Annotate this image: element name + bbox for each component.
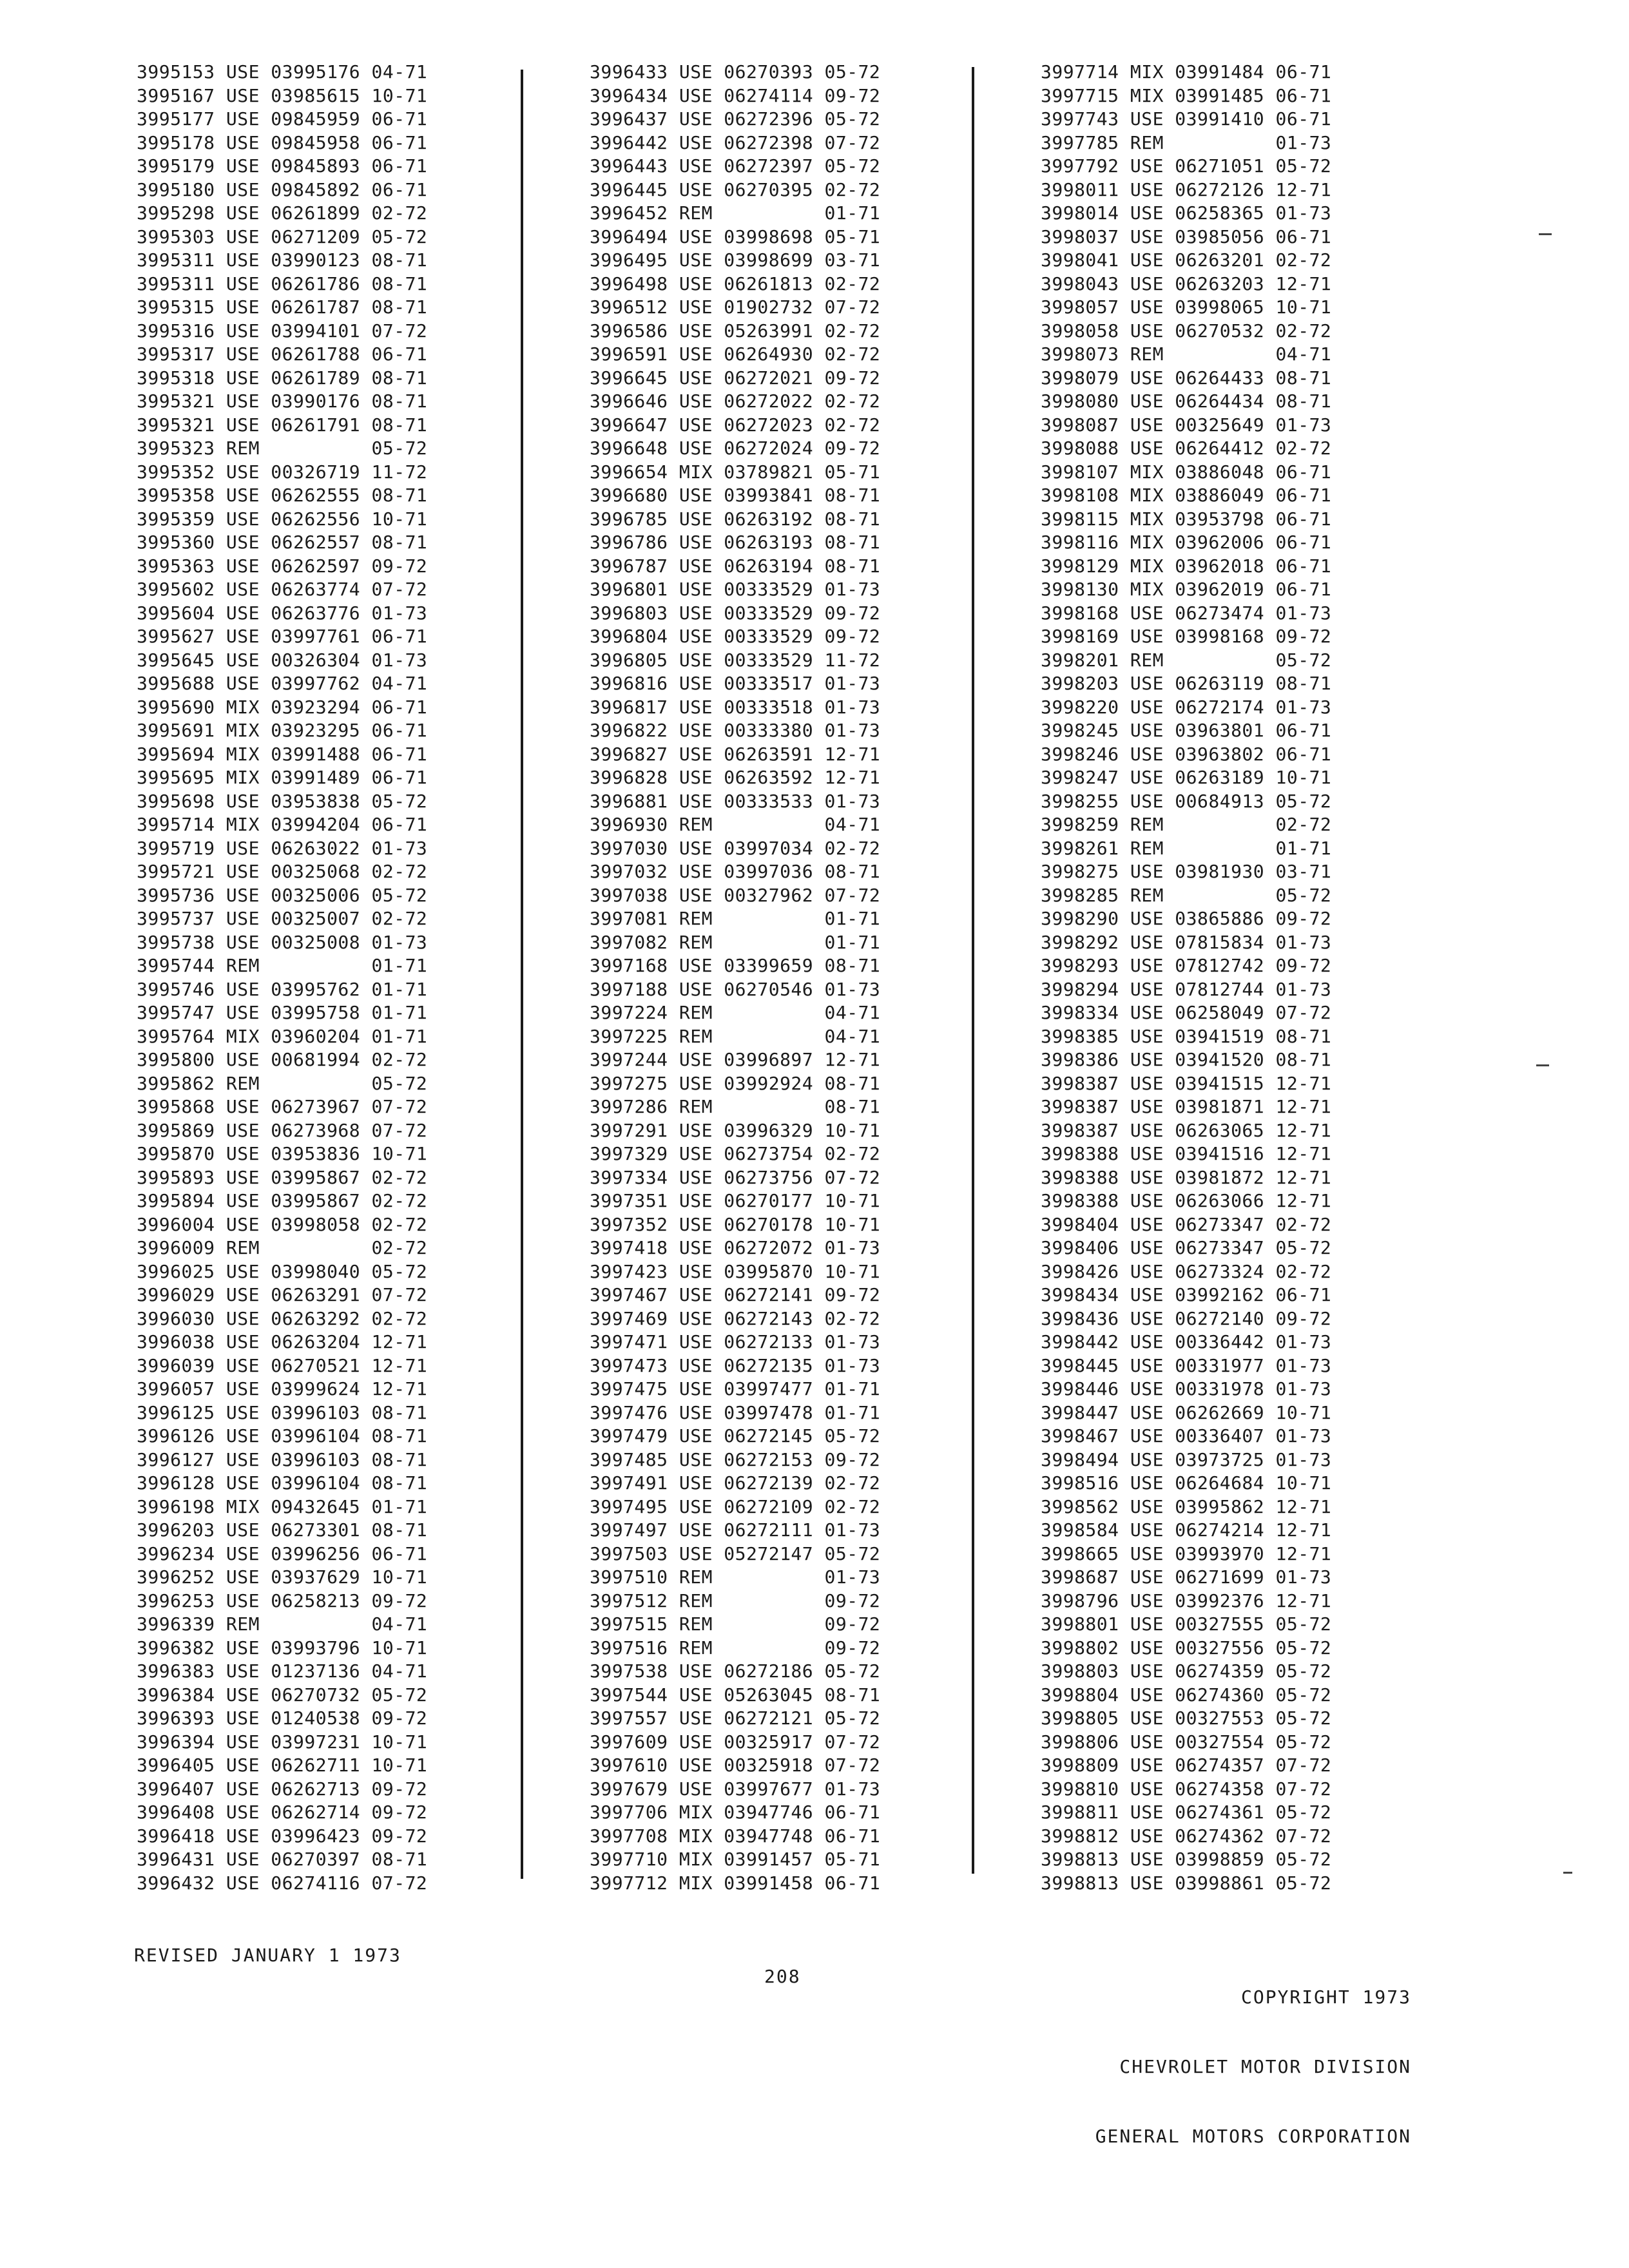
- parts-entry: 3996437 USE 06272396 05-72: [590, 108, 881, 130]
- parts-entry: 3996817 USE 00333518 01-73: [590, 696, 881, 718]
- parts-entry: 3996030 USE 06263292 02-72: [137, 1307, 428, 1329]
- parts-entry: 3995360 USE 06262557 08-71: [137, 532, 428, 553]
- parts-entry: 3995358 USE 06262555 08-71: [137, 485, 428, 506]
- parts-entry: 3998116 MIX 03962006 06-71: [1041, 532, 1332, 553]
- parts-entry: 3995323 REM 05-72: [137, 437, 428, 459]
- parts-entry: 3998436 USE 06272140 09-72: [1041, 1307, 1332, 1329]
- parts-entry: 3995602 USE 06263774 07-72: [137, 579, 428, 600]
- parts-entry: 3995764 MIX 03960204 01-71: [137, 1025, 428, 1047]
- parts-entry: 3997418 USE 06272072 01-73: [590, 1237, 881, 1258]
- parts-entry: 3997557 USE 06272121 05-72: [590, 1707, 881, 1729]
- parts-entry: 3998108 MIX 03886049 06-71: [1041, 485, 1332, 506]
- parts-entry: 3995714 MIX 03994204 06-71: [137, 814, 428, 835]
- parts-entry: 3998334 USE 06258049 07-72: [1041, 1002, 1332, 1023]
- parts-entry: 3995694 MIX 03991488 06-71: [137, 743, 428, 765]
- parts-entry: 3995688 USE 03997762 04-71: [137, 673, 428, 694]
- parts-entry: 3997710 MIX 03991457 05-71: [590, 1849, 881, 1870]
- parts-entry: 3998088 USE 06264412 02-72: [1041, 437, 1332, 459]
- parts-entry: 3997082 REM 01-71: [590, 931, 881, 953]
- parts-entry: 3995318 USE 06261789 08-71: [137, 367, 428, 389]
- parts-entry: 3998804 USE 06274360 05-72: [1041, 1684, 1332, 1706]
- parts-entry: 3996512 USE 01902732 07-72: [590, 296, 881, 318]
- parts-entry: 3996647 USE 06272023 02-72: [590, 414, 881, 436]
- parts-column-3: [1041, 61, 1331, 1895]
- column-divider-1: [521, 70, 523, 1879]
- parts-entry: 3997352 USE 06270178 10-71: [590, 1213, 881, 1235]
- parts-entry: 3996828 USE 06263592 12-71: [590, 767, 881, 788]
- parts-entry: 3996646 USE 06272022 02-72: [590, 390, 881, 412]
- parts-entry: 3995737 USE 00325007 02-72: [137, 908, 428, 929]
- parts-entry: 3995746 USE 03995762 01-71: [137, 978, 428, 1000]
- parts-entry: 3998810 USE 06274358 07-72: [1041, 1778, 1332, 1800]
- parts-entry: 3995698 USE 03953838 05-72: [137, 790, 428, 812]
- parts-entry: 3996804 USE 00333529 09-72: [590, 626, 881, 647]
- parts-entry: 3995738 USE 00325008 01-73: [137, 931, 428, 953]
- parts-entry: 3998220 USE 06272174 01-73: [1041, 696, 1332, 718]
- parts-entry: 3997030 USE 03997034 02-72: [590, 837, 881, 859]
- parts-entry: 3996586 USE 05263991 02-72: [590, 320, 881, 341]
- parts-entry: 3996432 USE 06274116 07-72: [137, 1872, 428, 1894]
- parts-entry: 3996930 REM 04-71: [590, 814, 881, 835]
- parts-entry: 3997467 USE 06272141 09-72: [590, 1284, 881, 1305]
- parts-entry: 3995177 USE 09845959 06-71: [137, 108, 428, 130]
- parts-entry: 3998290 USE 03865886 09-72: [1041, 908, 1332, 929]
- parts-entry: 3995862 REM 05-72: [137, 1072, 428, 1094]
- parts-entry: 3995744 REM 01-71: [137, 955, 428, 976]
- parts-entry: 3995604 USE 06263776 01-73: [137, 602, 428, 624]
- parts-entry: 3996418 USE 03996423 09-72: [137, 1825, 428, 1847]
- parts-entry: 3997491 USE 06272139 02-72: [590, 1472, 881, 1494]
- parts-entry: 3998011 USE 06272126 12-71: [1041, 178, 1332, 200]
- parts-entry: 3998107 MIX 03886048 06-71: [1041, 461, 1332, 483]
- parts-entry: 3996383 USE 01237136 04-71: [137, 1660, 428, 1682]
- parts-entry: 3998014 USE 06258365 01-73: [1041, 202, 1332, 224]
- parts-entry: 3997512 REM 09-72: [590, 1590, 881, 1611]
- margin-mark: [1563, 1872, 1572, 1874]
- parts-entry: 3997503 USE 05272147 05-72: [590, 1542, 881, 1564]
- parts-entry: 3996645 USE 06272021 09-72: [590, 367, 881, 389]
- parts-entry: 3996339 REM 04-71: [137, 1613, 428, 1635]
- parts-entry: 3998442 USE 00336442 01-73: [1041, 1331, 1332, 1352]
- parts-entry: 3997714 MIX 03991484 06-71: [1041, 61, 1332, 82]
- parts-entry: 3996252 USE 03937629 10-71: [137, 1566, 428, 1588]
- parts-entry: 3995311 USE 03990123 08-71: [137, 249, 428, 271]
- parts-entry: 3998261 REM 01-71: [1041, 837, 1332, 859]
- parts-entry: 3996433 USE 06270393 05-72: [590, 61, 881, 82]
- parts-entry: 3998168 USE 06273474 01-73: [1041, 602, 1332, 624]
- parts-entry: 3998562 USE 03995862 12-71: [1041, 1495, 1332, 1517]
- parts-entry: 3998043 USE 06263203 12-71: [1041, 273, 1332, 294]
- parts-entry: 3995321 USE 03990176 08-71: [137, 390, 428, 412]
- parts-entry: 3998813 USE 03998861 05-72: [1041, 1872, 1332, 1894]
- parts-entry: 3997275 USE 03992924 08-71: [590, 1072, 881, 1094]
- parts-entry: 3997510 REM 01-73: [590, 1566, 881, 1588]
- parts-entry: 3997351 USE 06270177 10-71: [590, 1190, 881, 1211]
- parts-entry: 3997712 MIX 03991458 06-71: [590, 1872, 881, 1894]
- parts-entry: 3995352 USE 00326719 11-72: [137, 461, 428, 483]
- parts-entry: 3996803 USE 00333529 09-72: [590, 602, 881, 624]
- parts-entry: 3996234 USE 03996256 06-71: [137, 1542, 428, 1564]
- parts-entry: 3998809 USE 06274357 07-72: [1041, 1754, 1332, 1776]
- parts-entry: 3998803 USE 06274359 05-72: [1041, 1660, 1332, 1682]
- parts-entry: 3998447 USE 06262669 10-71: [1041, 1401, 1332, 1423]
- parts-entry: 3998805 USE 00327553 05-72: [1041, 1707, 1332, 1729]
- parts-entry: 3997038 USE 00327962 07-72: [590, 884, 881, 906]
- parts-entry: 3998259 REM 02-72: [1041, 814, 1332, 835]
- parts-entry: 3997497 USE 06272111 01-73: [590, 1519, 881, 1541]
- parts-entry: 3998584 USE 06274214 12-71: [1041, 1519, 1332, 1541]
- parts-entry: 3996443 USE 06272397 05-72: [590, 155, 881, 177]
- parts-entry: 3998275 USE 03981930 03-71: [1041, 861, 1332, 882]
- parts-entry: 3997708 MIX 03947748 06-71: [590, 1825, 881, 1847]
- parts-entry: 3995695 MIX 03991489 06-71: [137, 767, 428, 788]
- parts-entry: 3997469 USE 06272143 02-72: [590, 1307, 881, 1329]
- parts-entry: 3998494 USE 03973725 01-73: [1041, 1448, 1332, 1470]
- parts-entry: 3998813 USE 03998859 05-72: [1041, 1849, 1332, 1870]
- parts-entry: 3996434 USE 06274114 09-72: [590, 84, 881, 106]
- parts-entry: 3996785 USE 06263192 08-71: [590, 508, 881, 530]
- parts-entry: 3996126 USE 03996104 08-71: [137, 1425, 428, 1446]
- parts-entry: 3996827 USE 06263591 12-71: [590, 743, 881, 765]
- parts-entry: 3996495 USE 03998699 03-71: [590, 249, 881, 271]
- parts-entry: 3997706 MIX 03947746 06-71: [590, 1802, 881, 1823]
- parts-entry: 3998516 USE 06264684 10-71: [1041, 1472, 1332, 1494]
- parts-entry: 3998073 REM 04-71: [1041, 343, 1332, 365]
- parts-entry: 3997743 USE 03991410 06-71: [1041, 108, 1332, 130]
- parts-entry: 3998080 USE 06264434 08-71: [1041, 390, 1332, 412]
- parts-entry: 3998426 USE 06273324 02-72: [1041, 1260, 1332, 1282]
- parts-entry: 3996039 USE 06270521 12-71: [137, 1354, 428, 1376]
- parts-entry: 3998041 USE 06263201 02-72: [1041, 249, 1332, 271]
- parts-entry: 3997516 REM 09-72: [590, 1637, 881, 1658]
- copyright-line: GENERAL MOTORS CORPORATION: [1095, 2126, 1411, 2147]
- parts-entry: 3998087 USE 00325649 01-73: [1041, 414, 1332, 436]
- parts-entry: 3996445 USE 06270395 02-72: [590, 178, 881, 200]
- parts-entry: 3997291 USE 03996329 10-71: [590, 1119, 881, 1141]
- parts-entry: 3996025 USE 03998040 05-72: [137, 1260, 428, 1282]
- parts-entry: 3997544 USE 05263045 08-71: [590, 1684, 881, 1706]
- page-number: 208: [764, 1966, 801, 1987]
- copyright-line: CHEVROLET MOTOR DIVISION: [1119, 2056, 1411, 2077]
- parts-entry: 3995363 USE 06262597 09-72: [137, 555, 428, 577]
- parts-entry: 3995747 USE 03995758 01-71: [137, 1002, 428, 1023]
- parts-entry: 3996128 USE 03996104 08-71: [137, 1472, 428, 1494]
- parts-entry: 3995179 USE 09845893 06-71: [137, 155, 428, 177]
- parts-entry: 3998801 USE 00327555 05-72: [1041, 1613, 1332, 1635]
- parts-entry: 3996408 USE 06262714 09-72: [137, 1802, 428, 1823]
- parts-entry: 3997224 REM 04-71: [590, 1002, 881, 1023]
- parts-entry: 3998245 USE 03963801 06-71: [1041, 720, 1332, 741]
- parts-entry: 3995870 USE 03953836 10-71: [137, 1143, 428, 1164]
- parts-column-1: [137, 61, 427, 1895]
- parts-entry: 3998129 MIX 03962018 06-71: [1041, 555, 1332, 577]
- parts-entry: 3997715 MIX 03991485 06-71: [1041, 84, 1332, 106]
- parts-entry: 3997471 USE 06272133 01-73: [590, 1331, 881, 1352]
- parts-entry: 3997032 USE 03997036 08-71: [590, 861, 881, 882]
- parts-entry: 3996125 USE 03996103 08-71: [137, 1401, 428, 1423]
- parts-entry: 3995180 USE 09845892 06-71: [137, 178, 428, 200]
- parts-entry: 3996801 USE 00333529 01-73: [590, 579, 881, 600]
- parts-entry: 3995736 USE 00325006 05-72: [137, 884, 428, 906]
- parts-entry: 3995315 USE 06261787 08-71: [137, 296, 428, 318]
- parts-entry: 3996498 USE 06261813 02-72: [590, 273, 881, 294]
- parts-entry: 3995316 USE 03994101 07-72: [137, 320, 428, 341]
- parts-entry: 3998115 MIX 03953798 06-71: [1041, 508, 1332, 530]
- parts-entry: 3996881 USE 00333533 01-73: [590, 790, 881, 812]
- parts-entry: 3996382 USE 03993796 10-71: [137, 1637, 428, 1658]
- parts-entry: 3997423 USE 03995870 10-71: [590, 1260, 881, 1282]
- parts-entry: 3997081 REM 01-71: [590, 908, 881, 929]
- parts-entry: 3996805 USE 00333529 11-72: [590, 649, 881, 671]
- parts-entry: 3998387 USE 06263065 12-71: [1041, 1119, 1332, 1141]
- parts-entry: 3996787 USE 06263194 08-71: [590, 555, 881, 577]
- parts-entry: 3996591 USE 06264930 02-72: [590, 343, 881, 365]
- parts-entry: 3997168 USE 03399659 08-71: [590, 955, 881, 976]
- parts-entry: 3996384 USE 06270732 05-72: [137, 1684, 428, 1706]
- parts-entry: 3997329 USE 06273754 02-72: [590, 1143, 881, 1164]
- parts-entry: 3997225 REM 04-71: [590, 1025, 881, 1047]
- parts-entry: 3995303 USE 06271209 05-72: [137, 226, 428, 247]
- parts-entry: 3998247 USE 06263189 10-71: [1041, 767, 1332, 788]
- parts-entry: 3998386 USE 03941520 08-71: [1041, 1049, 1332, 1070]
- parts-entry: 3996393 USE 01240538 09-72: [137, 1707, 428, 1729]
- parts-entry: 3996198 MIX 09432645 01-71: [137, 1495, 428, 1517]
- parts-entry: 3998806 USE 00327554 05-72: [1041, 1731, 1332, 1753]
- parts-entry: 3995869 USE 06273968 07-72: [137, 1119, 428, 1141]
- parts-entry: 3995317 USE 06261788 06-71: [137, 343, 428, 365]
- parts-entry: 3998796 USE 03992376 12-71: [1041, 1590, 1332, 1611]
- parts-entry: 3998292 USE 07815834 01-73: [1041, 931, 1332, 953]
- parts-entry: 3996452 REM 01-71: [590, 202, 881, 224]
- parts-entry: 3998687 USE 06271699 01-73: [1041, 1566, 1332, 1588]
- parts-entry: 3996822 USE 00333380 01-73: [590, 720, 881, 741]
- parts-entry: 3998446 USE 00331978 01-73: [1041, 1378, 1332, 1399]
- margin-mark: [1539, 233, 1552, 235]
- parts-entry: 3996004 USE 03998058 02-72: [137, 1213, 428, 1235]
- parts-entry: 3997792 USE 06271051 05-72: [1041, 155, 1332, 177]
- parts-entry: 3998130 MIX 03962019 06-71: [1041, 579, 1332, 600]
- parts-entry: 3995627 USE 03997761 06-71: [137, 626, 428, 647]
- margin-mark: [1536, 1064, 1549, 1066]
- parts-entry: 3998255 USE 00684913 05-72: [1041, 790, 1332, 812]
- parts-entry: 3998169 USE 03998168 09-72: [1041, 626, 1332, 647]
- parts-entry: 3996009 REM 02-72: [137, 1237, 428, 1258]
- parts-entry: 3997334 USE 06273756 07-72: [590, 1166, 881, 1188]
- parts-entry: 3995868 USE 06273967 07-72: [137, 1096, 428, 1117]
- parts-entry: 3996407 USE 06262713 09-72: [137, 1778, 428, 1800]
- parts-entry: 3997609 USE 00325917 07-72: [590, 1731, 881, 1753]
- parts-entry: 3997188 USE 06270546 01-73: [590, 978, 881, 1000]
- parts-entry: 3998294 USE 07812744 01-73: [1041, 978, 1332, 1000]
- parts-entry: 3996648 USE 06272024 09-72: [590, 437, 881, 459]
- parts-entry: 3997679 USE 03997677 01-73: [590, 1778, 881, 1800]
- parts-entry: 3998385 USE 03941519 08-71: [1041, 1025, 1332, 1047]
- parts-entry: 3997785 REM 01-73: [1041, 131, 1332, 153]
- parts-entry: 3998203 USE 06263119 08-71: [1041, 673, 1332, 694]
- parts-entry: 3998387 USE 03941515 12-71: [1041, 1072, 1332, 1094]
- parts-entry: 3996405 USE 06262711 10-71: [137, 1754, 428, 1776]
- parts-entry: 3998285 REM 05-72: [1041, 884, 1332, 906]
- parts-entry: 3996654 MIX 03789821 05-71: [590, 461, 881, 483]
- parts-entry: 3996253 USE 06258213 09-72: [137, 1590, 428, 1611]
- revised-date: REVISED JANUARY 1 1973: [134, 1945, 401, 1966]
- parts-entry: 3998811 USE 06274361 05-72: [1041, 1802, 1332, 1823]
- parts-entry: 3995721 USE 00325068 02-72: [137, 861, 428, 882]
- parts-entry: 3995153 USE 03995176 04-71: [137, 61, 428, 82]
- parts-entry: 3997610 USE 00325918 07-72: [590, 1754, 881, 1776]
- parts-entry: 3996431 USE 06270397 08-71: [137, 1849, 428, 1870]
- parts-entry: 3996127 USE 03996103 08-71: [137, 1448, 428, 1470]
- parts-entry: 3998812 USE 06274362 07-72: [1041, 1825, 1332, 1847]
- parts-entry: 3995359 USE 06262556 10-71: [137, 508, 428, 530]
- parts-entry: 3995321 USE 06261791 08-71: [137, 414, 428, 436]
- parts-entry: 3997485 USE 06272153 09-72: [590, 1448, 881, 1470]
- copyright-block: [1063, 1939, 1411, 2171]
- copyright-line: COPYRIGHT 1973: [1240, 1986, 1411, 2008]
- parts-entry: 3995894 USE 03995867 02-72: [137, 1190, 428, 1211]
- parts-entry: 3995645 USE 00326304 01-73: [137, 649, 428, 671]
- parts-entry: 3997475 USE 03997477 01-71: [590, 1378, 881, 1399]
- parts-entry: 3998388 USE 03941516 12-71: [1041, 1143, 1332, 1164]
- parts-entry: 3998434 USE 03992162 06-71: [1041, 1284, 1332, 1305]
- parts-entry: 3998467 USE 00336407 01-73: [1041, 1425, 1332, 1446]
- parts-entry: 3995893 USE 03995867 02-72: [137, 1166, 428, 1188]
- parts-entry: 3998445 USE 00331977 01-73: [1041, 1354, 1332, 1376]
- parts-entry: 3998246 USE 03963802 06-71: [1041, 743, 1332, 765]
- parts-entry: 3996680 USE 03993841 08-71: [590, 485, 881, 506]
- parts-entry: 3997515 REM 09-72: [590, 1613, 881, 1635]
- parts-entry: 3995298 USE 06261899 02-72: [137, 202, 428, 224]
- parts-entry: 3995690 MIX 03923294 06-71: [137, 696, 428, 718]
- parts-entry: 3997476 USE 03997478 01-71: [590, 1401, 881, 1423]
- parts-entry: 3996057 USE 03999624 12-71: [137, 1378, 428, 1399]
- parts-entry: 3998406 USE 06273347 05-72: [1041, 1237, 1332, 1258]
- parts-entry: 3996494 USE 03998698 05-71: [590, 226, 881, 247]
- parts-entry: 3998387 USE 03981871 12-71: [1041, 1096, 1332, 1117]
- parts-entry: 3997479 USE 06272145 05-72: [590, 1425, 881, 1446]
- parts-entry: 3998058 USE 06270532 02-72: [1041, 320, 1332, 341]
- parts-entry: 3996442 USE 06272398 07-72: [590, 131, 881, 153]
- parts-entry: 3998057 USE 03998065 10-71: [1041, 296, 1332, 318]
- parts-entry: 3998665 USE 03993970 12-71: [1041, 1542, 1332, 1564]
- parts-entry: 3995691 MIX 03923295 06-71: [137, 720, 428, 741]
- parts-entry: 3997538 USE 06272186 05-72: [590, 1660, 881, 1682]
- parts-entry: 3995311 USE 06261786 08-71: [137, 273, 428, 294]
- parts-entry: 3997473 USE 06272135 01-73: [590, 1354, 881, 1376]
- parts-entry: 3998404 USE 06273347 02-72: [1041, 1213, 1332, 1235]
- parts-entry: 3996816 USE 00333517 01-73: [590, 673, 881, 694]
- parts-entry: 3996203 USE 06273301 08-71: [137, 1519, 428, 1541]
- parts-entry: 3998201 REM 05-72: [1041, 649, 1332, 671]
- parts-column-2: [590, 61, 880, 1895]
- parts-entry: 3998037 USE 03985056 06-71: [1041, 226, 1332, 247]
- parts-entry: 3996786 USE 06263193 08-71: [590, 532, 881, 553]
- parts-entry: 3996394 USE 03997231 10-71: [137, 1731, 428, 1753]
- parts-entry: 3998388 USE 03981872 12-71: [1041, 1166, 1332, 1188]
- parts-entry: 3997495 USE 06272109 02-72: [590, 1495, 881, 1517]
- parts-entry: 3995719 USE 06263022 01-73: [137, 837, 428, 859]
- parts-entry: 3996029 USE 06263291 07-72: [137, 1284, 428, 1305]
- parts-entry: 3995800 USE 00681994 02-72: [137, 1049, 428, 1070]
- parts-entry: 3996038 USE 06263204 12-71: [137, 1331, 428, 1352]
- parts-entry: 3995167 USE 03985615 10-71: [137, 84, 428, 106]
- parts-entry: 3998388 USE 06263066 12-71: [1041, 1190, 1332, 1211]
- parts-entry: 3995178 USE 09845958 06-71: [137, 131, 428, 153]
- parts-entry: 3998293 USE 07812742 09-72: [1041, 955, 1332, 976]
- parts-entry: 3997286 REM 08-71: [590, 1096, 881, 1117]
- column-divider-2: [972, 67, 974, 1874]
- parts-entry: 3998079 USE 06264433 08-71: [1041, 367, 1332, 389]
- parts-entry: 3997244 USE 03996897 12-71: [590, 1049, 881, 1070]
- parts-entry: 3998802 USE 00327556 05-72: [1041, 1637, 1332, 1658]
